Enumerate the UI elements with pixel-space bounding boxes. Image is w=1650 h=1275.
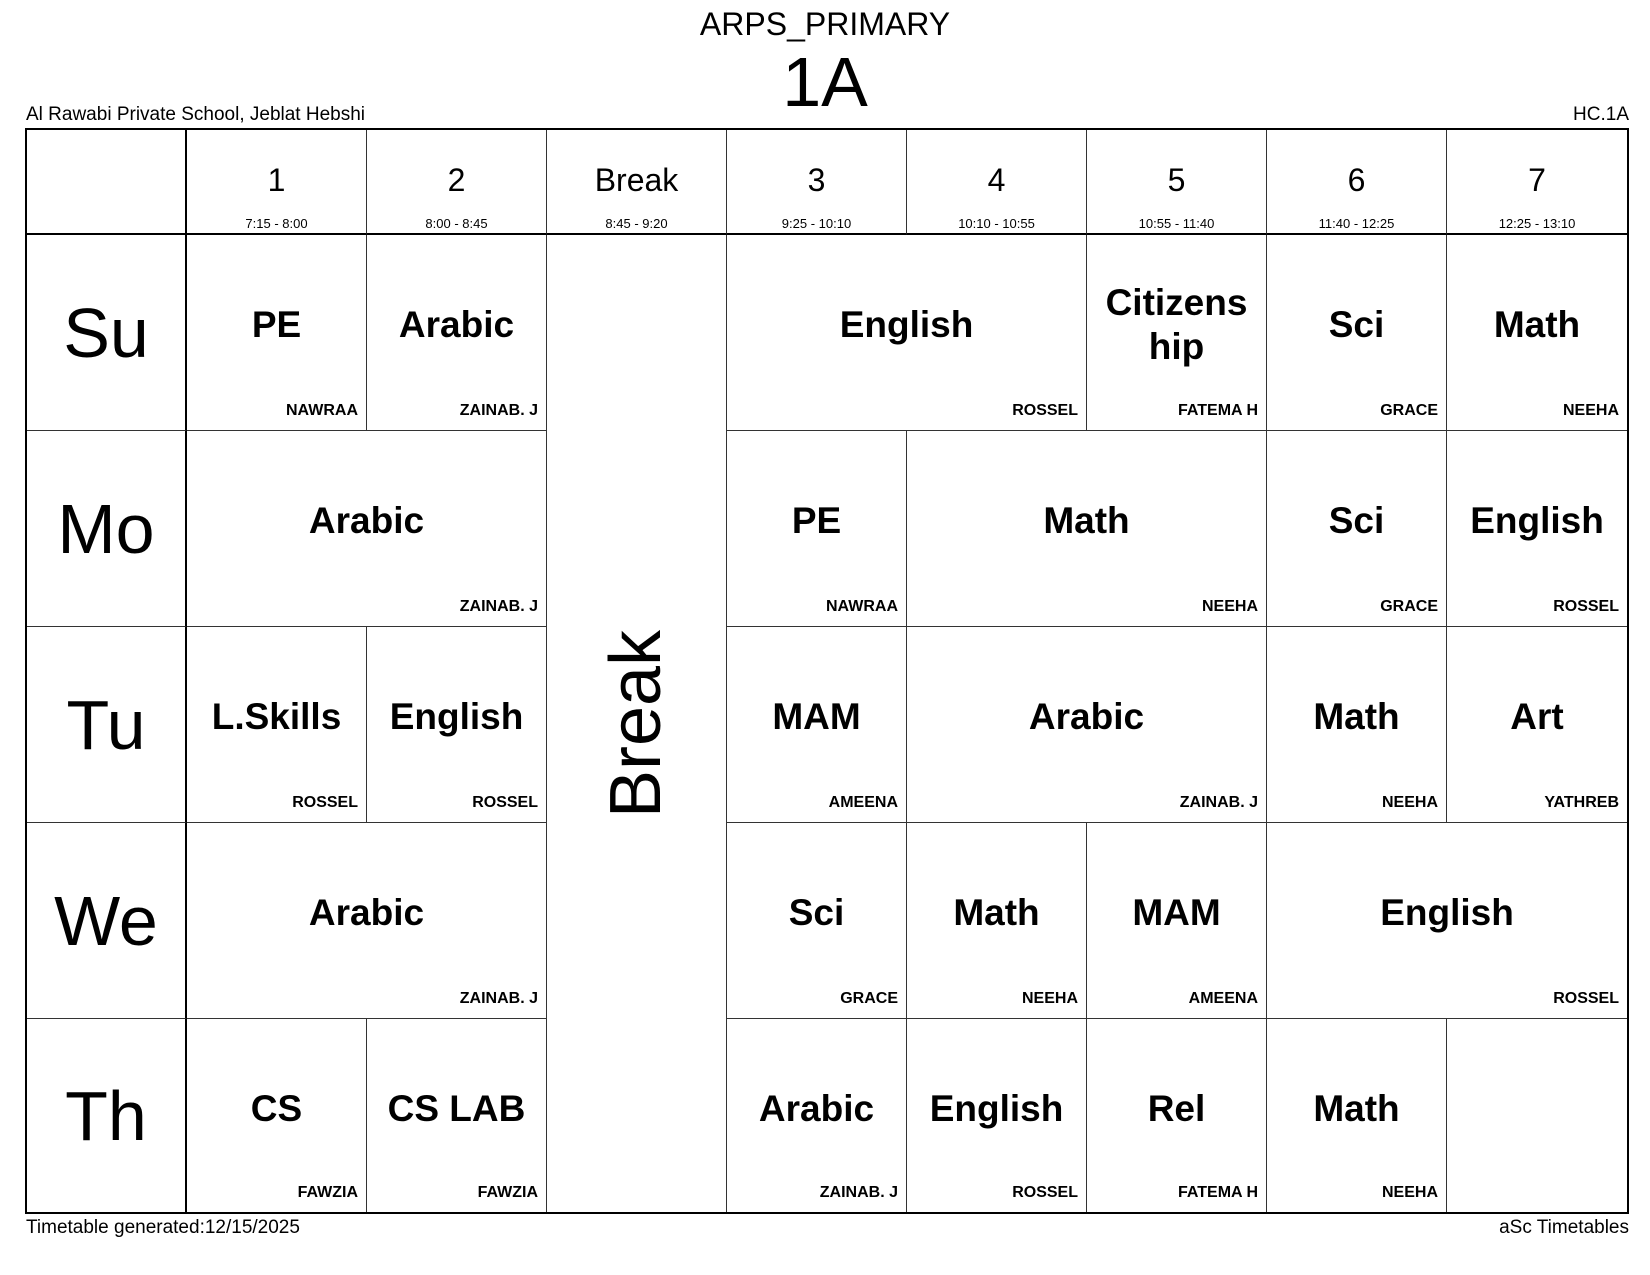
generated-date: Timetable generated:12/15/2025 (26, 1217, 300, 1238)
lesson-cell (187, 235, 367, 431)
period-label: Break (594, 162, 679, 198)
period-label: 3 (807, 162, 826, 198)
period-label: 4 (987, 162, 1006, 198)
lesson-teacher: AMEENA (1188, 990, 1258, 1007)
lesson-cell (1087, 1019, 1267, 1212)
lesson-subject: Math (953, 892, 1040, 933)
lesson-subject: Arabic (308, 500, 425, 541)
lesson-cell (1087, 823, 1267, 1019)
lesson-cell (727, 235, 1087, 431)
lesson-cell (187, 431, 547, 627)
period-time: 8:45 - 9:20 (605, 216, 668, 231)
lesson-subject: English (389, 696, 524, 737)
lesson-cell (727, 431, 907, 627)
lesson-cell (727, 627, 907, 823)
lesson-subject: PE (251, 304, 302, 345)
lesson-subject: PE (791, 500, 842, 541)
day-label-tu: Tu (27, 627, 187, 823)
lesson-cell (1447, 431, 1627, 627)
lesson-subject: Sci (1328, 500, 1385, 541)
lesson-teacher: ZAINAB. J (459, 402, 538, 419)
lesson-teacher: NAWRAA (826, 598, 898, 615)
lesson-subject: Arabic (758, 1088, 875, 1129)
lesson-cell (1267, 823, 1627, 1019)
period-time: 9:25 - 10:10 (781, 216, 852, 231)
lesson-teacher: FAWZIA (477, 1184, 538, 1201)
timetable-title: ARPS_PRIMARY (699, 6, 951, 42)
period-time: 7:15 - 8:00 (245, 216, 308, 231)
lesson-teacher: NEEHA (1201, 598, 1258, 615)
lesson-cell (727, 1019, 907, 1212)
lesson-subject: MAM (1132, 892, 1221, 933)
lesson-cell (1267, 431, 1447, 627)
empty-lesson-cell (1447, 1019, 1627, 1212)
lesson-subject: Sci (1328, 304, 1385, 345)
lesson-teacher: NEEHA (1381, 794, 1438, 811)
lesson-teacher: FAWZIA (297, 1184, 358, 1201)
lesson-teacher: ROSSEL (1012, 402, 1078, 419)
brand-label: aSc Timetables (1499, 1217, 1629, 1238)
lesson-cell (187, 627, 367, 823)
lesson-subject: MAM (772, 696, 861, 737)
lesson-cell (367, 627, 547, 823)
lesson-teacher: NAWRAA (286, 402, 358, 419)
period-time: 10:55 - 11:40 (1138, 216, 1215, 231)
lesson-cell (1447, 627, 1627, 823)
lesson-teacher: ROSSEL (472, 794, 538, 811)
lesson-subject: Art (1510, 696, 1564, 737)
lesson-subject: Math (1043, 500, 1130, 541)
lesson-subject: Math (1313, 696, 1400, 737)
lesson-subject: English (1380, 892, 1514, 933)
lesson-cell (907, 627, 1267, 823)
lesson-cell (367, 235, 547, 431)
break-column (547, 235, 727, 1212)
lesson-teacher: GRACE (1380, 598, 1438, 615)
lesson-teacher: ROSSEL (1553, 990, 1619, 1007)
period-label: 2 (447, 162, 466, 198)
lesson-cell (1267, 627, 1447, 823)
lesson-subject: L.Skills (211, 696, 342, 737)
lesson-subject: Arabic (398, 304, 515, 345)
lesson-subject: Rel (1147, 1088, 1206, 1129)
lesson-teacher: ZAINAB. J (459, 598, 538, 615)
lesson-cell (1447, 235, 1627, 431)
period-header-break (547, 130, 727, 235)
lesson-teacher: FATEMA H (1178, 1184, 1258, 1201)
lesson-subject: Arabic (1028, 696, 1145, 737)
lesson-subject: Citizens hip (1105, 282, 1248, 367)
period-header-4 (907, 130, 1087, 235)
lesson-teacher: ROSSEL (1553, 598, 1619, 615)
lesson-subject: Math (1493, 304, 1581, 345)
lesson-teacher: YATHREB (1544, 794, 1619, 811)
lesson-cell (1267, 235, 1447, 431)
lesson-cell (1267, 1019, 1447, 1212)
period-header-2 (367, 130, 547, 235)
timetable-grid (25, 128, 1629, 1214)
lesson-subject: CS LAB (387, 1088, 526, 1129)
lesson-subject: Math (1313, 1088, 1400, 1129)
period-label: 7 (1528, 162, 1546, 198)
lesson-teacher: NEEHA (1562, 402, 1619, 419)
period-time: 10:10 - 10:55 (958, 216, 1035, 231)
class-code: HC.1A (1573, 104, 1629, 125)
break-label: Break (596, 629, 677, 818)
lesson-teacher: ZAINAB. J (819, 1184, 898, 1201)
lesson-cell (187, 823, 547, 1019)
lesson-cell (187, 1019, 367, 1212)
period-header-3 (727, 130, 907, 235)
lesson-cell (1087, 235, 1267, 431)
period-time: 8:00 - 8:45 (425, 216, 488, 231)
school-name: Al Rawabi Private School, Jeblat Hebshi (26, 104, 366, 125)
lesson-subject: Sci (788, 892, 845, 933)
period-header-7 (1447, 130, 1627, 235)
lesson-subject: English (929, 1088, 1064, 1129)
day-label-th: Th (27, 1019, 187, 1212)
lesson-teacher: ZAINAB. J (1179, 794, 1258, 811)
lesson-subject: English (839, 304, 974, 345)
period-header-1 (187, 130, 367, 235)
lesson-teacher: ROSSEL (292, 794, 358, 811)
corner-cell (27, 130, 187, 235)
day-label-su: Su (27, 235, 187, 431)
lesson-teacher: ROSSEL (1012, 1184, 1078, 1201)
period-header-6 (1267, 130, 1447, 235)
period-label: 6 (1347, 162, 1366, 198)
period-label: 1 (267, 162, 286, 198)
lesson-teacher: GRACE (1380, 402, 1438, 419)
day-label-we: We (27, 823, 187, 1019)
lesson-teacher: FATEMA H (1178, 402, 1258, 419)
lesson-cell (907, 1019, 1087, 1212)
class-name: 1A (782, 43, 868, 121)
period-time: 12:25 - 13:10 (1498, 216, 1576, 231)
period-header-5 (1087, 130, 1267, 235)
lesson-teacher: NEEHA (1381, 1184, 1438, 1201)
lesson-subject: Arabic (308, 892, 425, 933)
lesson-cell (727, 823, 907, 1019)
lesson-cell (907, 431, 1267, 627)
lesson-cell (907, 823, 1087, 1019)
lesson-teacher: ZAINAB. J (459, 990, 538, 1007)
lesson-cell (367, 1019, 547, 1212)
period-time: 11:40 - 12:25 (1318, 216, 1395, 231)
lesson-subject: English (1470, 500, 1604, 541)
lesson-teacher: GRACE (840, 990, 898, 1007)
lesson-teacher: NEEHA (1021, 990, 1078, 1007)
lesson-teacher: AMEENA (828, 794, 898, 811)
lesson-subject: CS (250, 1088, 303, 1129)
day-label-mo: Mo (27, 431, 187, 627)
period-label: 5 (1167, 162, 1186, 198)
